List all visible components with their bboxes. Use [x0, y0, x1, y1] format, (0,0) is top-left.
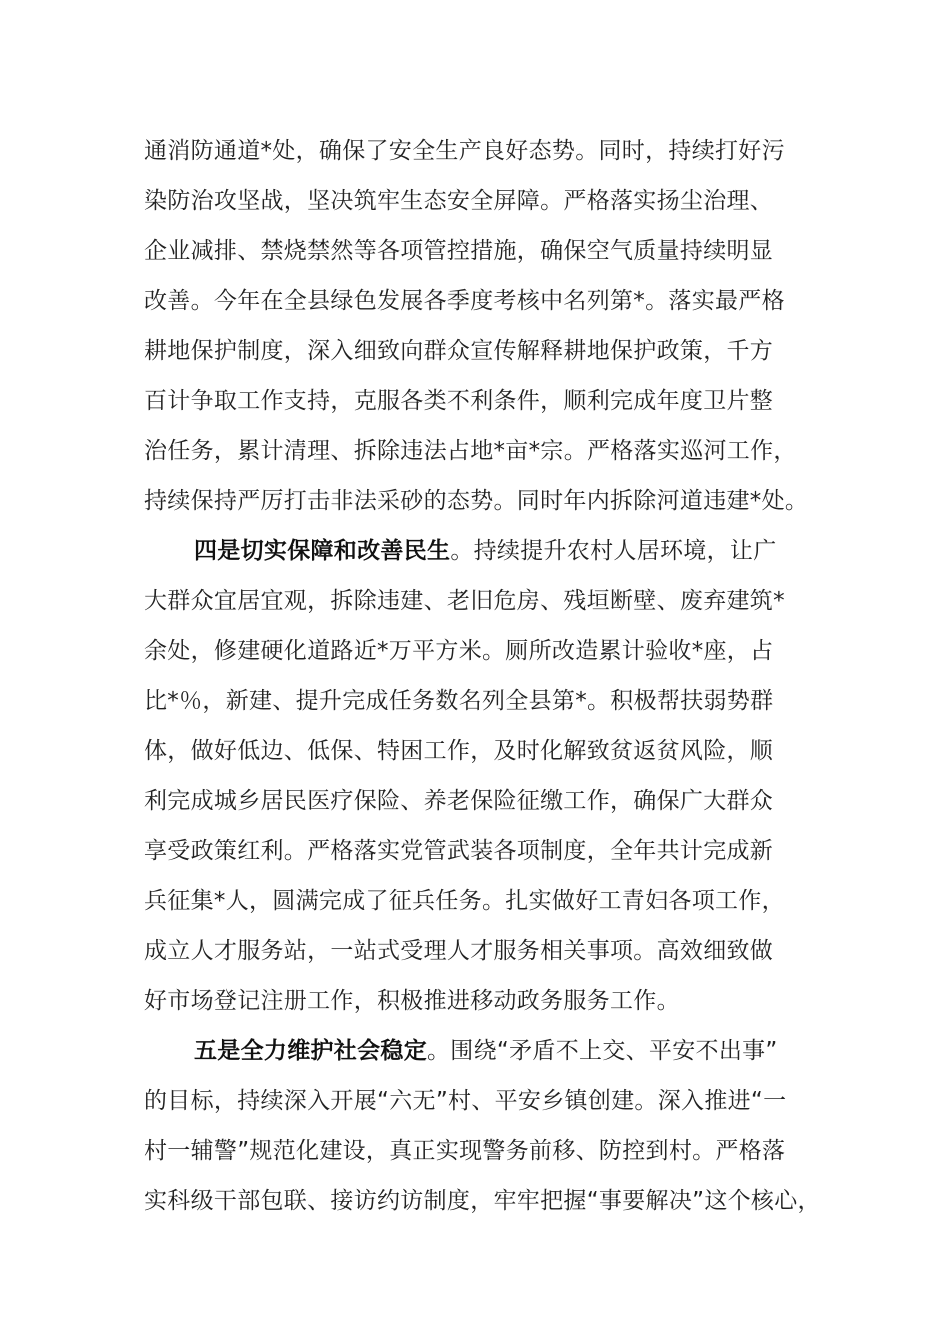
text-line: 成立人才服务站，一站式受理人才服务相关事项。高效细致做 [144, 938, 774, 964]
text-line: 的目标，持续深入开展“六无”村、平安乡镇创建。深入推进“一 [144, 1088, 787, 1114]
text-line: 企业减排、禁烧禁然等各项管控措施，确保空气质量持续明显 [144, 238, 774, 264]
text-line: 改善。今年在全县绿色发展各季度考核中名列第*。落实最严格 [144, 288, 785, 314]
text-line: 享受政策红利。严格落实党管武装各项制度，全年共计完成新 [144, 838, 774, 864]
text-line: 利完成城乡居民医疗保险、养老保险征缴工作，确保广大群众 [144, 788, 774, 814]
text-line: 染防治攻坚战，坚决筑牢生态安全屏障。严格落实扬尘治理、 [144, 188, 774, 214]
text-line: 大群众宜居宜观，拆除违建、老旧危房、残垣断壁、废弃建筑* [144, 588, 785, 614]
paragraph-first-line [194, 1034, 778, 1068]
text-line: 村一辅警”规范化建设，真正实现警务前移、防控到村。严格落 [144, 1138, 786, 1164]
text-line: 百计争取工作支持，克服各类不利条件，顺利完成年度卫片整 [144, 388, 774, 414]
paragraph-first-line [194, 534, 777, 568]
paragraph-heading: 五是全力维护社会稳定 [194, 1038, 427, 1064]
text-line: 余处，修建硬化道路近*万平方米。厕所改造累计验收*座，占 [144, 638, 774, 664]
text-line: 比*％，新建、提升完成任务数名列全县第*。积极帮扶弱势群 [144, 688, 774, 714]
paragraph-text: 。围绕“矛盾不上交、平安不出事” [427, 1038, 778, 1064]
text-line: 好市场登记注册工作，积极推进移动政务服务工作。 [144, 988, 680, 1014]
text-line: 耕地保护制度，深入细致向群众宣传解释耕地保护政策，千方 [144, 338, 774, 364]
text-line: 治任务，累计清理、拆除违法占地*亩*宗。严格落实巡河工作， [144, 438, 797, 464]
text-line: 通消防通道*处，确保了安全生产良好态势。同时，持续打好污 [144, 138, 785, 164]
paragraph-text: 。持续提升农村人居环境，让广 [450, 538, 777, 564]
text-line: 实科级干部包联、接访约访制度，牢牢把握“事要解决”这个核心， [144, 1188, 821, 1214]
text-line: 兵征集*人，圆满完成了征兵任务。扎实做好工青妇各项工作， [144, 888, 785, 914]
text-line: 体，做好低边、低保、特困工作，及时化解致贫返贫风险，顺 [144, 738, 774, 764]
text-line: 持续保持严厉打击非法采砂的态势。同时年内拆除河道违建*处。 [144, 488, 809, 514]
paragraph-heading: 四是切实保障和改善民生 [194, 538, 451, 564]
